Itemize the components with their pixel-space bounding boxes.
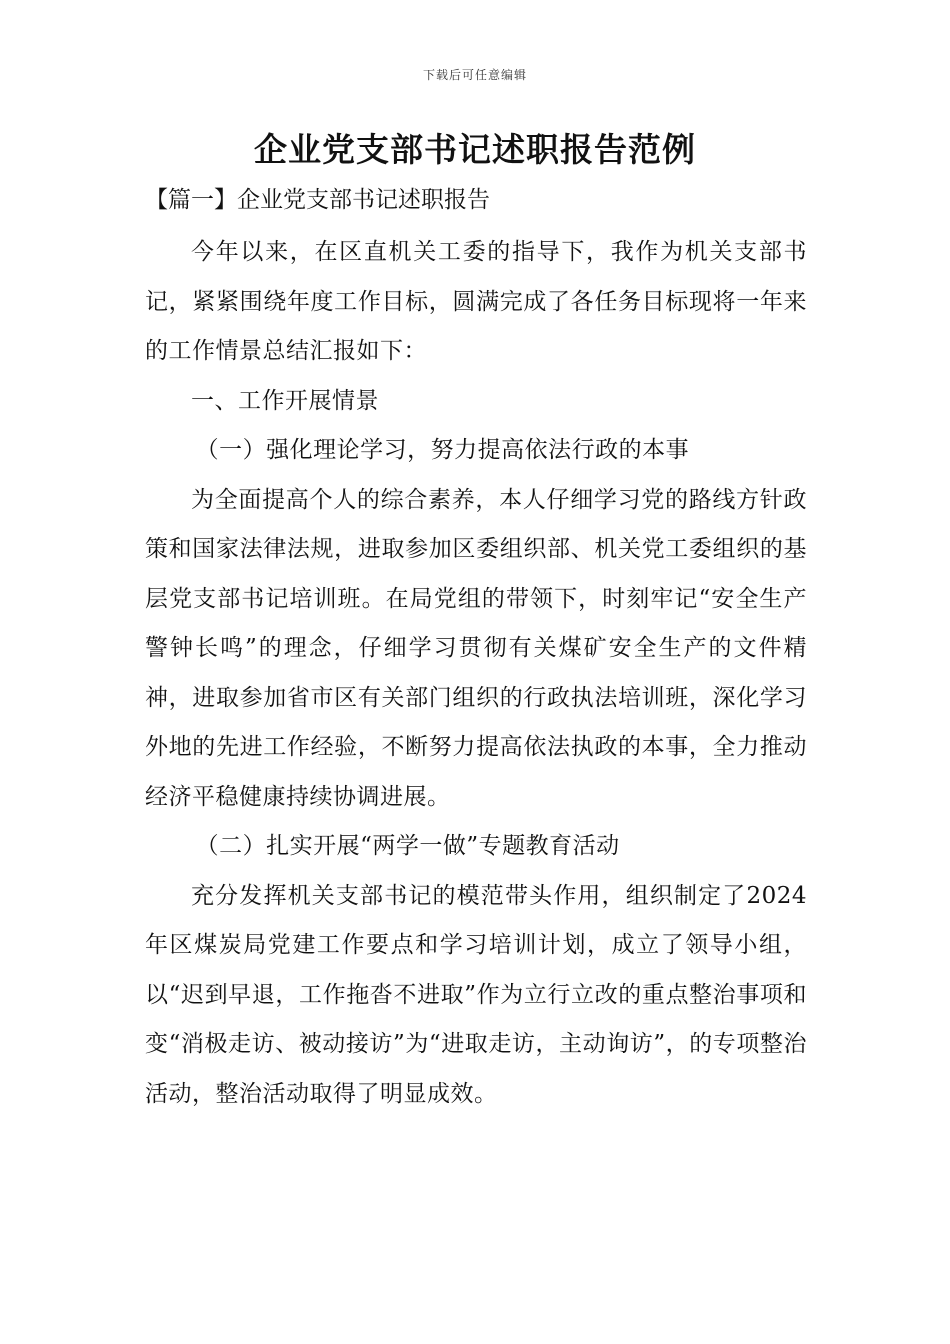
heading-work-status: 一、工作开展情景 bbox=[191, 387, 379, 414]
document-title: 企业党支部书记述职报告范例 bbox=[254, 130, 696, 169]
paragraph-theory-study: 为全面提高个人的综合素养，本人仔细学习党的路线方针政策和国家法律法规，进取参加区委组织部、机关党工委组织的基层党支部书记培训班。在局党组的带领下，时刻牢记“安全生产警钟长鸣”的理念，仔细学习贯彻有关煤矿安全生产的文件精神，进取参加省市区有关部门组织的行政执法培训班，深化学习外地的先进工作经验，不断努力提高依法执政的本事，全力推动经济平稳健康持续协调进展。 bbox=[145, 486, 807, 810]
document-body bbox=[145, 228, 807, 1119]
subheading-theory-study: （一）强化理论学习，努力提高依法行政的本事 bbox=[195, 437, 690, 463]
subheading-education-activity: （二）扎实开展“两学一做”专题教育活动 bbox=[195, 833, 620, 859]
section-label: 【篇一】企业党支部书记述职报告 bbox=[145, 187, 490, 213]
paragraph-intro: 今年以来，在区直机关工委的指导下，我作为机关支部书记，紧紧围绕年度工作目标，圆满完成了各任务目标现将一年来的工作情景总结汇报如下： bbox=[145, 239, 807, 364]
paragraph-education-activity: 充分发挥机关支部书记的模范带头作用，组织制定了2024年区煤炭局党建工作要点和学习培训计划，成立了领导小组，以“迟到早退，工作拖沓不进取”作为立行立改的重点整治事项和变“消极走访、被动接访”为“进取走访，主动询访”，的专项整治活动，整治活动取得了明显成效。 bbox=[145, 882, 807, 1107]
header-note: 下载后可任意编辑 bbox=[422, 68, 527, 82]
